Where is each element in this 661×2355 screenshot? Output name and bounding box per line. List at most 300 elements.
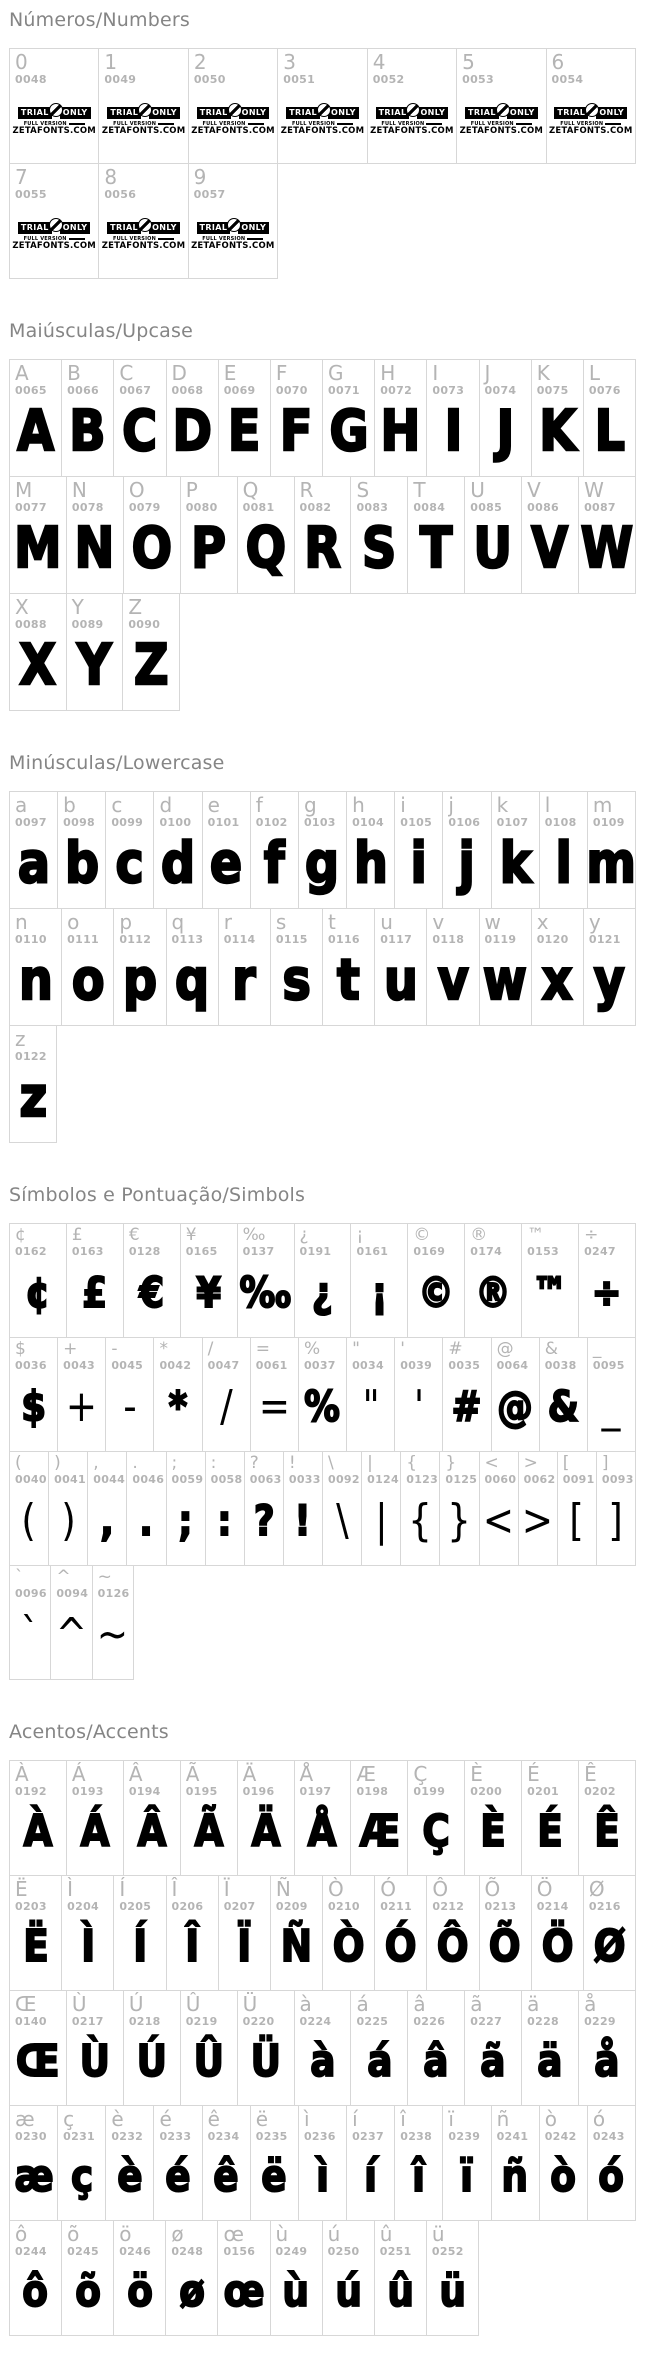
glyph-code-label: 0107 — [496, 816, 529, 830]
full-version-label: FULL VERSION — [113, 121, 157, 128]
glyph-preview — [347, 830, 394, 908]
glyph-char-label: ã — [470, 1992, 483, 2016]
glyph-char-label: t — [328, 910, 336, 934]
glyph-preview-char: R — [304, 515, 341, 581]
glyph-code-label: 0201 — [527, 1785, 559, 1799]
glyph-preview-char: < — [482, 1494, 515, 1546]
glyph-char-label: Î — [171, 1877, 178, 1901]
cell-head — [114, 2221, 165, 2259]
glyph-code-label: 0072 — [380, 384, 413, 398]
glyph-code-label: 0085 — [470, 501, 503, 515]
glyph-cell — [426, 2220, 479, 2336]
cell-head — [123, 594, 179, 632]
cell-head — [251, 1338, 298, 1372]
glyph-preview-char: õ — [74, 2265, 101, 2317]
cell-head — [10, 1026, 56, 1064]
glyph-char-label: ñ — [496, 2107, 510, 2131]
trial-only-badge — [191, 221, 275, 252]
glyph-preview — [375, 398, 426, 476]
glyph-code-label: 0044 — [93, 1473, 126, 1487]
glyph-code-label: 0093 — [601, 1473, 634, 1487]
glyph-preview-char: ç — [70, 2150, 93, 2202]
glyph-char-label: : — [210, 1453, 217, 1473]
glyph-char-label: € — [128, 1225, 140, 1245]
glyph-cell — [400, 1451, 440, 1566]
glyph-cell — [521, 1223, 579, 1338]
glyph-preview-char: ô — [22, 2265, 49, 2317]
glyph-preview-char: P — [191, 515, 227, 581]
glyph-preview-char: ê — [213, 2150, 239, 2202]
glyph-char-label: æ — [15, 2107, 35, 2131]
glyph-preview-char: ñ — [501, 2150, 529, 2202]
glyph-cell — [596, 1451, 636, 1566]
glyph-preview-char: à — [309, 2035, 336, 2087]
glyph-code-label: 0067 — [119, 384, 152, 398]
cell-head — [99, 164, 187, 202]
glyph-preview — [540, 2144, 587, 2220]
cell-head — [106, 2106, 153, 2144]
glyph-code-label: 0036 — [15, 1359, 47, 1373]
glyph-preview — [62, 1914, 113, 1990]
glyph-row — [9, 1223, 636, 1338]
trial-label: TRIAL — [286, 107, 320, 119]
glyph-preview-char: ö — [126, 2265, 153, 2317]
glyph-preview-char: ÷ — [592, 1267, 622, 1317]
glyph-row — [9, 48, 636, 164]
glyph-code-label: 0075 — [536, 384, 569, 398]
glyph-cell — [350, 1990, 408, 2106]
cell-head — [49, 1452, 87, 1486]
full-version-label: FULL VERSION — [381, 121, 425, 128]
glyph-preview-char: l — [555, 830, 572, 896]
glyph-cell — [442, 2105, 491, 2221]
glyph-cell — [126, 1451, 166, 1566]
glyph-char-label: Ò — [328, 1877, 344, 1901]
glyph-preview — [457, 87, 545, 163]
glyph-cell — [9, 2220, 62, 2336]
glyph-char-label: N — [71, 478, 87, 502]
glyph-char-label: ] — [601, 1453, 609, 1473]
glyph-preview — [278, 87, 366, 163]
glyph-code-label: 0251 — [379, 2245, 412, 2259]
glyph-preview — [154, 2144, 201, 2220]
glyph-char-label: ò — [544, 2107, 557, 2131]
glyph-code-label: 0069 — [223, 384, 256, 398]
glyph-preview — [218, 2259, 269, 2335]
glyph-cell — [407, 1760, 465, 1876]
glyph-preview — [189, 202, 277, 278]
glyph-cell — [250, 2105, 299, 2221]
glyph-cell — [464, 1760, 522, 1876]
glyph-code-label: 0197 — [299, 1785, 332, 1799]
glyph-char-label: Å — [299, 1762, 314, 1786]
cell-head — [67, 1224, 123, 1258]
glyph-preview-char: K — [538, 398, 576, 464]
glyph-cell — [557, 1451, 597, 1566]
divider-line — [69, 123, 85, 125]
glyph-code-label: 0070 — [275, 384, 308, 398]
glyph-cell — [9, 593, 67, 711]
trial-only-badge — [549, 106, 633, 137]
glyph-cell — [583, 908, 636, 1026]
glyph-cell — [394, 791, 443, 909]
cell-head — [181, 1224, 237, 1258]
glyph-code-label: 0207 — [223, 1900, 256, 1914]
glyph-preview — [114, 398, 165, 476]
glyph-grid — [9, 791, 636, 1143]
cell-head — [238, 1224, 294, 1258]
glyph-grid — [9, 1760, 636, 2336]
glyph-code-label: 0101 — [207, 816, 240, 830]
glyph-cell — [237, 476, 295, 594]
cell-head — [408, 477, 464, 515]
glyph-char-label: Ü — [242, 1992, 258, 2016]
glyph-preview — [368, 87, 456, 163]
glyph-cell — [350, 1223, 408, 1338]
glyph-char-label: 0 — [15, 50, 28, 74]
glyph-char-label: Ù — [71, 1992, 87, 2016]
cell-head — [10, 792, 57, 830]
cell-head — [584, 909, 635, 947]
glyph-preview — [323, 947, 374, 1025]
cell-head — [540, 1338, 587, 1372]
glyph-preview-char: r — [232, 947, 257, 1013]
glyph-char-label: R — [299, 478, 314, 502]
glyph-char-label: ú — [327, 2222, 341, 2246]
cell-head — [167, 1876, 218, 1914]
cell-head — [323, 2221, 374, 2259]
cell-head — [351, 1761, 407, 1799]
glyph-preview-char: M — [14, 515, 62, 581]
glyph-preview — [480, 1486, 518, 1565]
glyph-cell — [188, 48, 278, 164]
glyph-preview — [99, 87, 187, 163]
glyph-cell — [464, 1223, 522, 1338]
glyph-row — [9, 476, 636, 594]
cell-head — [492, 792, 539, 830]
glyph-preview — [299, 830, 346, 908]
glyph-char-label: Z — [128, 595, 143, 619]
glyph-code-label: 0169 — [413, 1245, 446, 1259]
glyph-preview-char: ? — [253, 1495, 275, 1545]
glyph-preview-char: p — [122, 947, 157, 1013]
glyph-char-label: / — [207, 1339, 214, 1359]
glyph-code-label: 0097 — [15, 816, 47, 830]
cell-head — [238, 477, 294, 515]
glyph-code-label: 0118 — [432, 933, 465, 947]
cell-head — [67, 477, 123, 515]
glyph-code-label: 0230 — [15, 2130, 47, 2144]
cell-head — [492, 2106, 539, 2144]
glyph-char-label: [ — [562, 1453, 570, 1473]
glyph-preview — [351, 1799, 407, 1875]
cell-head — [465, 1991, 521, 2029]
glyph-preview-char: ó — [598, 2150, 625, 2202]
glyph-cell — [464, 476, 522, 594]
cell-head — [10, 1876, 61, 1914]
glyph-char-label: ' — [400, 1339, 405, 1359]
glyph-char-label: l — [544, 793, 551, 817]
glyph-preview — [323, 398, 374, 476]
glyph-char-label: œ — [223, 2222, 244, 2246]
glyph-grid — [9, 359, 636, 711]
glyph-preview — [284, 1486, 322, 1565]
glyph-char-label: ( — [15, 1453, 22, 1473]
glyph-preview-char: b — [64, 830, 99, 896]
glyph-char-label: $ — [15, 1339, 26, 1359]
full-version-label: FULL VERSION — [202, 236, 246, 243]
cell-head — [540, 2106, 587, 2144]
glyph-code-label: 0037 — [303, 1359, 336, 1373]
glyph-preview — [579, 2029, 635, 2105]
glyph-preview — [124, 1258, 180, 1337]
glyph-preview — [465, 515, 521, 593]
glyph-char-label: Ê — [584, 1762, 597, 1786]
glyph-cell — [50, 1565, 92, 1680]
glyph-char-label: Q — [242, 478, 259, 502]
glyph-char-label: 2 — [193, 50, 207, 74]
glyph-preview — [67, 632, 123, 710]
glyph-code-label: 0165 — [185, 1245, 218, 1259]
glyph-preview-char: æ — [13, 2150, 54, 2202]
cell-head — [67, 1761, 123, 1799]
glyph-row — [9, 1565, 134, 1680]
glyph-preview — [532, 947, 583, 1025]
glyph-code-label: 0212 — [432, 1900, 465, 1914]
glyph-preview-char: % — [304, 1381, 341, 1431]
glyph-char-label: T — [413, 478, 426, 502]
glyph-code-label: 0137 — [242, 1245, 275, 1259]
cell-head — [251, 2106, 298, 2144]
glyph-char-label: g — [303, 793, 317, 817]
glyph-char-label: ì — [303, 2107, 310, 2131]
glyph-cell — [442, 791, 491, 909]
glyph-cell — [298, 2105, 347, 2221]
glyph-preview-char: ë — [261, 2150, 288, 2202]
cell-head — [181, 1991, 237, 2029]
glyph-char-label: Ã — [185, 1762, 200, 1786]
glyph-preview-char: ü — [439, 2265, 466, 2317]
glyph-grid — [9, 1223, 636, 1680]
glyph-preview — [271, 398, 322, 476]
glyph-preview-char: W — [580, 515, 634, 581]
glyph-char-label: W — [584, 478, 604, 502]
cell-head — [251, 792, 298, 830]
glyph-code-label: 0220 — [242, 2015, 275, 2029]
glyph-cell — [374, 1875, 427, 1991]
glyph-preview — [351, 515, 407, 593]
cell-head — [203, 792, 250, 830]
section-accents — [9, 1720, 636, 2336]
glyph-cell — [217, 2220, 270, 2336]
cell-head — [299, 2106, 346, 2144]
trial-only-badge — [191, 106, 275, 137]
glyph-row — [9, 2105, 636, 2221]
glyph-preview-char: z — [19, 1064, 47, 1130]
cell-head — [427, 360, 478, 398]
glyph-cell — [346, 1337, 395, 1452]
glyph-preview-char: ì — [316, 2150, 329, 2202]
zetafonts-site-label: ZETAFONTS.COM — [191, 126, 275, 137]
glyph-code-label: 0054 — [551, 73, 584, 87]
glyph-cell — [294, 1990, 352, 2106]
cell-head — [480, 909, 531, 947]
cell-head — [323, 360, 374, 398]
glyph-preview — [427, 1914, 478, 1990]
zetafonts-site-label: ZETAFONTS.COM — [459, 126, 544, 137]
glyph-row — [9, 359, 636, 477]
divider-line — [158, 238, 174, 240]
glyph-char-label: û — [379, 2222, 393, 2246]
glyph-cell — [374, 359, 427, 477]
glyph-cell — [578, 476, 636, 594]
glyph-preview — [443, 1372, 490, 1451]
glyph-preview — [10, 515, 66, 593]
glyph-code-label: 0224 — [299, 2015, 332, 2029]
glyph-cell — [491, 2105, 540, 2221]
glyph-char-label: è — [111, 2107, 124, 2131]
cell-head — [219, 1876, 270, 1914]
glyph-cell — [322, 359, 375, 477]
glyph-cell — [153, 791, 202, 909]
cell-head — [532, 360, 583, 398]
glyph-preview — [584, 398, 635, 476]
glyph-preview — [295, 1258, 351, 1337]
cell-head — [10, 2221, 61, 2259]
glyph-char-label: î — [400, 2107, 406, 2131]
cell-head — [295, 1761, 351, 1799]
badge-top — [376, 106, 449, 120]
cell-head — [93, 1566, 133, 1600]
cell-head — [203, 2106, 250, 2144]
glyph-preview-char: , — [100, 1495, 115, 1545]
glyph-preview — [114, 2259, 165, 2335]
glyph-char-label: Y — [71, 595, 84, 619]
glyph-preview — [440, 1486, 478, 1565]
glyph-preview-char: Ã — [194, 1805, 224, 1857]
glyph-code-label: 0052 — [372, 73, 405, 87]
glyph-char-label: ! — [288, 1453, 296, 1473]
glyph-preview-char: { — [408, 1494, 433, 1546]
glyph-char-label: F — [275, 361, 288, 385]
glyph-preview — [58, 2144, 105, 2220]
glyph-char-label: U — [470, 478, 485, 502]
cell-head — [124, 477, 180, 515]
cell-head — [347, 2106, 394, 2144]
cell-head — [67, 594, 123, 632]
glyph-cell — [587, 1337, 636, 1452]
glyph-char-label: ê — [207, 2107, 220, 2131]
glyph-code-label: 0073 — [432, 384, 465, 398]
glyph-preview — [295, 1799, 351, 1875]
glyph-code-label: 0071 — [328, 384, 360, 398]
glyph-preview — [167, 1486, 205, 1565]
glyph-preview-char: î — [412, 2150, 426, 2202]
glyph-code-label: 0038 — [544, 1359, 577, 1373]
glyph-cell — [9, 1451, 49, 1566]
glyph-preview — [58, 830, 105, 908]
glyph-preview — [154, 830, 201, 908]
glyph-char-label: ç — [63, 2107, 75, 2131]
glyph-cell — [531, 1875, 584, 1991]
full-version-label: FULL VERSION — [560, 121, 604, 128]
glyph-code-label: 0203 — [15, 1900, 47, 1914]
cell-head — [395, 792, 442, 830]
glyph-preview-char: \ — [335, 1494, 349, 1546]
glyph-row — [9, 1025, 57, 1143]
full-version-label: FULL VERSION — [291, 121, 335, 128]
glyph-preview-char: ú — [334, 2265, 362, 2317]
glyph-preview-char: È — [480, 1805, 506, 1857]
glyph-char-label: 9 — [193, 165, 207, 189]
cell-head — [238, 1761, 294, 1799]
glyph-preview-char: e — [210, 830, 243, 896]
glyph-cell — [153, 2105, 202, 2221]
cell-head — [299, 1338, 346, 1372]
glyph-code-label: 0122 — [15, 1050, 47, 1064]
only-label: ONLY — [417, 107, 448, 119]
glyph-preview — [181, 1258, 237, 1337]
glyph-code-label: 0110 — [15, 933, 47, 947]
glyph-preview-char: q — [175, 947, 210, 1013]
cell-head — [10, 909, 61, 947]
section-heading: Símbolos e Pontuação/Simbols — [9, 1184, 306, 1206]
glyph-row — [9, 791, 636, 909]
glyph-preview — [62, 2259, 113, 2335]
glyph-code-label: 0043 — [63, 1359, 95, 1373]
glyph-preview-char: J — [496, 398, 514, 464]
cell-head — [408, 1224, 464, 1258]
glyph-preview — [465, 2029, 521, 2105]
cell-head — [62, 2221, 113, 2259]
glyph-code-label: 0119 — [484, 933, 517, 947]
cell-head — [238, 1991, 294, 2029]
glyph-preview — [106, 2144, 153, 2220]
glyph-cell — [521, 1760, 579, 1876]
cell-head — [532, 1876, 583, 1914]
glyph-preview — [351, 1258, 407, 1337]
glyph-preview-char: f — [264, 830, 285, 896]
glyph-char-label: y — [588, 910, 601, 934]
glyph-char-label: _ — [592, 1339, 602, 1359]
glyph-cell — [367, 48, 457, 164]
glyph-char-label: { — [406, 1453, 418, 1473]
glyph-char-label: å — [584, 1992, 597, 2016]
glyph-preview-char: ! — [294, 1495, 312, 1545]
glyph-preview — [51, 1600, 91, 1679]
glyph-preview-char: @ — [497, 1381, 533, 1431]
cell-head — [427, 2221, 478, 2259]
glyph-preview — [522, 1799, 578, 1875]
glyph-code-label: 0066 — [67, 384, 99, 398]
cell-head — [219, 360, 270, 398]
glyph-preview-char: T — [420, 515, 453, 581]
glyph-preview-char: Ò — [332, 1920, 365, 1972]
glyph-preview-char: m — [586, 830, 637, 896]
glyph-cell — [105, 2105, 154, 2221]
cell-head — [10, 1338, 57, 1372]
glyph-preview-char: ( — [21, 1494, 37, 1546]
glyph-cell — [531, 359, 584, 477]
glyph-preview-char: Ó — [384, 1920, 417, 1972]
cell-head — [579, 1761, 635, 1799]
glyph-cell — [202, 791, 251, 909]
glyph-row — [9, 163, 278, 279]
glyph-code-label: 0081 — [242, 501, 275, 515]
glyph-char-label: 3 — [283, 50, 296, 74]
cell-head — [299, 792, 346, 830]
glyph-preview-char: ‰ — [239, 1267, 292, 1317]
